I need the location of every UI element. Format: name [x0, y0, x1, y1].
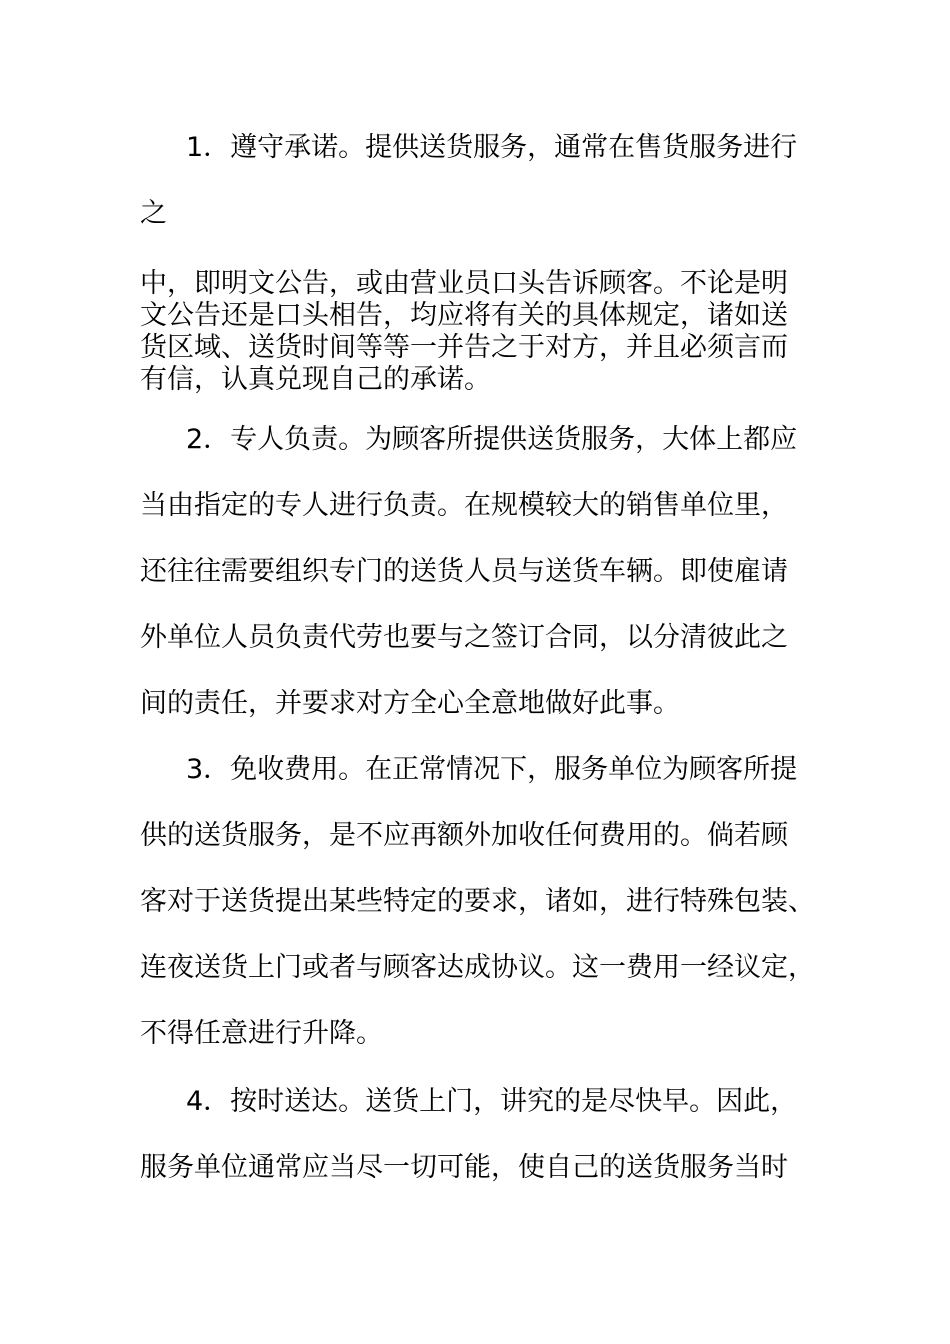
text-line: 货区域、送货时间等等一并告之于对方，并且必须言而	[140, 332, 788, 363]
text-line: 当由指定的专人进行负责。在规模较大的销售单位里，	[140, 490, 788, 521]
text-line: 服务单位通常应当尽一切可能，使自己的送货服务当时	[140, 1152, 788, 1183]
text-line: 中，即明文公告，或由营业员口头告诉顾客。不论是明	[140, 268, 788, 299]
text-line: 文公告还是口头相告，均应将有关的具体规定，诸如送	[140, 300, 788, 331]
text-line: 供的送货服务，是不应再额外加收任何费用的。倘若顾	[140, 820, 788, 851]
text-line: 连夜送货上门或者与顾客达成协议。这一费用一经议定，	[140, 952, 815, 983]
text-line: 还往往需要组织专门的送货人员与送货车辆。即使雇请	[140, 556, 788, 587]
text-line: 2．专人负责。为顾客所提供送货服务，大体上都应	[186, 424, 798, 455]
text-line: 不得任意进行升降。	[140, 1018, 383, 1049]
text-line: 之	[140, 198, 167, 229]
text-line: 客对于送货提出某些特定的要求，诸如，进行特殊包装、	[140, 886, 815, 917]
text-line: 3．免收费用。在正常情况下，服务单位为顾客所提	[186, 754, 798, 785]
text-line: 有信，认真兑现自己的承诺。	[140, 364, 491, 395]
text-line: 间的责任，并要求对方全心全意地做好此事。	[140, 688, 680, 719]
text-line: 4．按时送达。送货上门，讲究的是尽快早。因此，	[186, 1086, 798, 1117]
text-line: 外单位人员负责代劳也要与之签订合同，以分清彼此之	[140, 622, 788, 653]
text-line: 1．遵守承诺。提供送货服务，通常在售货服务进行	[186, 132, 798, 163]
